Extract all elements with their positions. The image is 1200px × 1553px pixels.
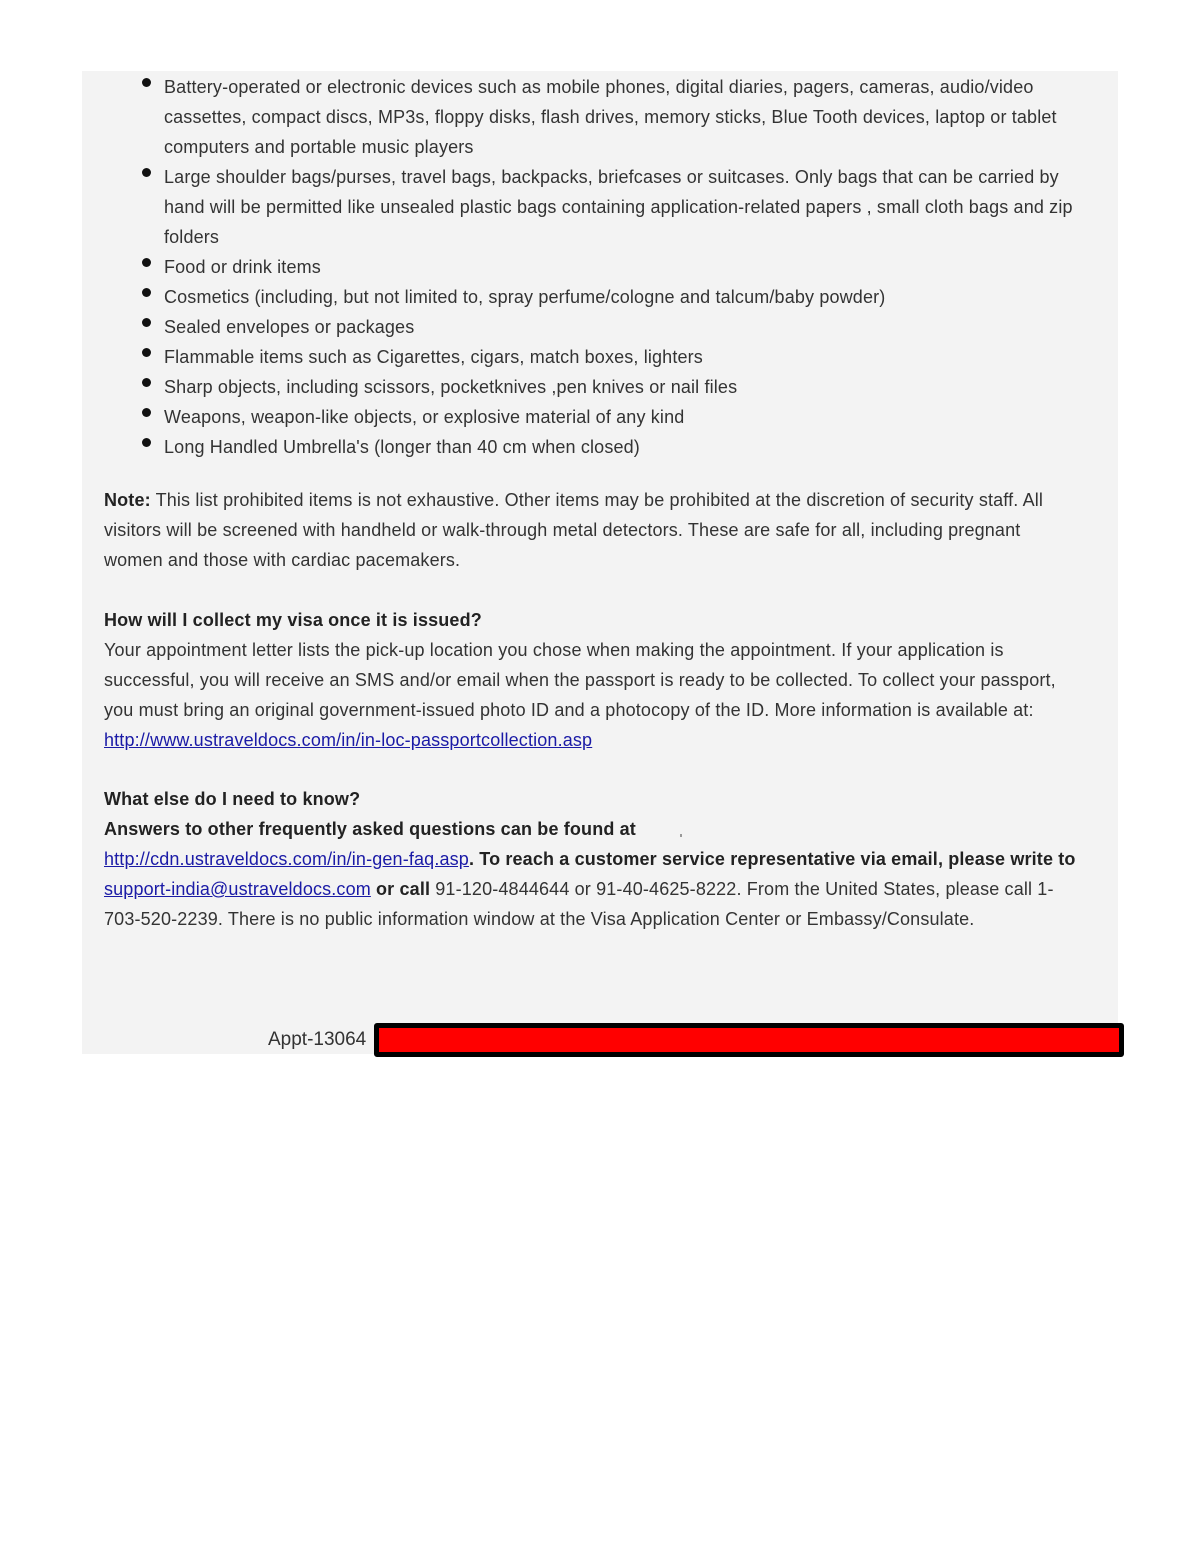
collect-body: Your appointment letter lists the pick-up location you chose when making the appointment. If your application is successful, you will receive an SMS and/or email when the passport is ready to be collected. To collect your passport, you must bring an original government-issued photo ID and a photocopy of the ID. More information is available at: http://www.ustraveldocs.com/in/in-loc-passportcollection.asp — [104, 640, 1056, 750]
email-intro: . To reach a customer service representative via email, please write to — [468, 849, 1076, 869]
list-item: Large shoulder bags/purses, travel bags, backpacks, briefcases or suitcases. Only bags that can be carried by hand will be permitted like unsealed plastic bags containing application-related papers , small cloth bags and zip folders — [164, 162, 1084, 252]
faq-link[interactable]: http://cdn.ustraveldocs.com/in/in-gen-faq.asp — [104, 849, 469, 869]
bullet-icon — [142, 318, 151, 327]
redaction-bar — [374, 1023, 1124, 1057]
list-item: Weapons, weapon-like objects, or explosive material of any kind — [164, 402, 1084, 432]
faq-intro: Answers to other frequently asked questions can be found at — [104, 819, 636, 839]
list-item: Cosmetics (including, but not limited to, spray perfume/cologne and talcum/baby powder) — [164, 282, 1084, 312]
note-label: Note: — [104, 490, 151, 510]
what-else-section — [104, 784, 1084, 934]
list-item: Long Handled Umbrella's (longer than 40 cm when closed) — [164, 432, 1084, 462]
list-item: Battery-operated or electronic devices such as mobile phones, digital diaries, pagers, cameras, audio/video cassettes, compact discs, MP3s, floppy disks, flash drives, memory sticks, Blue Tooth devices, laptop or tablet computers and portable music players — [164, 72, 1084, 162]
or-call-text: or call — [370, 879, 431, 899]
document-body — [104, 72, 1084, 934]
bullet-icon — [142, 378, 151, 387]
note-paragraph — [104, 485, 1084, 575]
bullet-icon — [142, 78, 151, 87]
bullet-icon — [142, 438, 151, 447]
stray-mark — [680, 834, 682, 837]
bullet-icon — [142, 408, 151, 417]
list-item: Flammable items such as Cigarettes, cigars, match boxes, lighters — [164, 342, 1084, 372]
phone-numbers-text: 91-120-4844644 or 91-40-4625-8222. From the United States, please call 1-703-520-2239. There is no public information window at the Visa Application Center or Embassy/Consulate. — [104, 879, 1054, 929]
appointment-id: Appt-13064 — [268, 1029, 367, 1050]
bullet-icon — [142, 258, 151, 267]
prohibited-items-list — [104, 72, 1084, 462]
list-item: Sharp objects, including scissors, pocketknives ,pen knives or nail files — [164, 372, 1084, 402]
support-email-link[interactable]: support-india@ustraveldocs.com — [104, 879, 371, 899]
collect-visa-section — [104, 605, 1084, 755]
collect-heading: How will I collect my visa once it is issued? — [104, 610, 482, 630]
bullet-icon — [142, 348, 151, 357]
contact-paragraph — [104, 844, 1084, 934]
list-item: Food or drink items — [164, 252, 1084, 282]
bullet-icon — [142, 288, 151, 297]
list-item: Sealed envelopes or packages — [164, 312, 1084, 342]
note-text: This list prohibited items is not exhaustive. Other items may be prohibited at the discretion of security staff. All visitors will be screened with handheld or walk-through metal detectors. These are safe for all, including pregnant women and those with cardiac pacemakers. — [104, 490, 1044, 570]
bullet-icon — [142, 168, 151, 177]
passport-collection-link[interactable]: http://www.ustraveldocs.com/in/in-loc-passportcollection.asp — [104, 730, 593, 750]
else-heading: What else do I need to know? — [104, 789, 361, 809]
